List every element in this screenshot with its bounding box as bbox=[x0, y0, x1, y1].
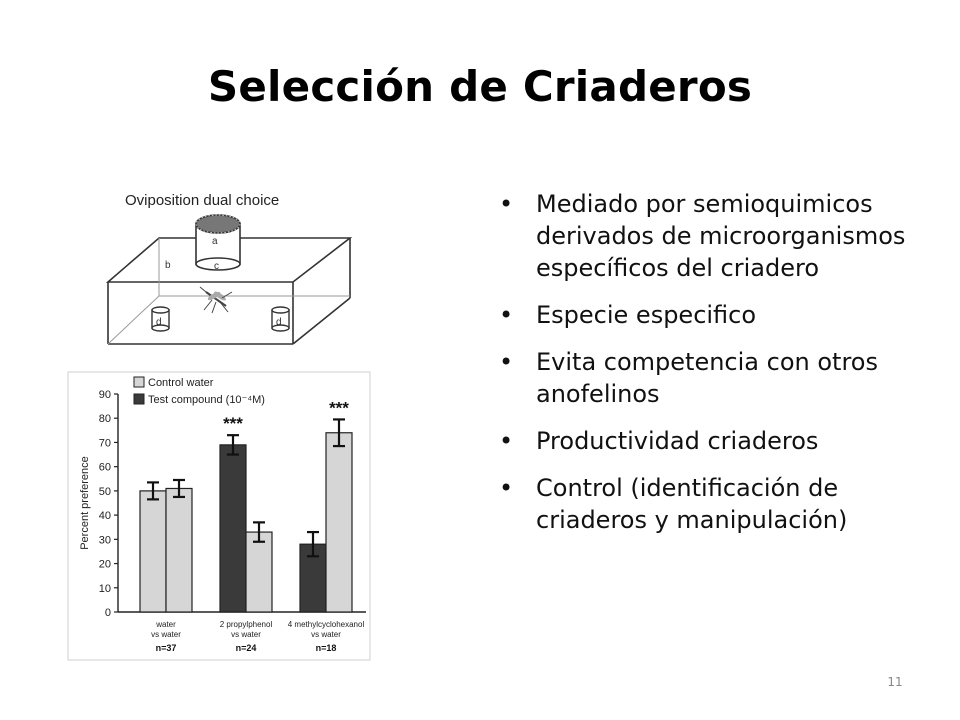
bullet-text: Mediado por semioquimicos derivados de microorganismos específicos del criadero bbox=[536, 190, 906, 282]
x-group-n: n=24 bbox=[235, 643, 257, 653]
chart-frame bbox=[68, 372, 370, 660]
bar bbox=[140, 491, 166, 612]
bar bbox=[246, 532, 272, 612]
bullet-text: Control (identificación de criaderos y manipulación) bbox=[536, 474, 848, 534]
legend-swatch bbox=[134, 377, 144, 387]
legend-label: Control water bbox=[148, 377, 214, 389]
significance-label: *** bbox=[223, 414, 243, 434]
bullet-item bbox=[496, 425, 926, 457]
bar bbox=[326, 433, 352, 612]
label-c: c bbox=[214, 261, 219, 272]
y-tick-label: 90 bbox=[98, 389, 111, 401]
y-tick-label: 10 bbox=[98, 582, 111, 595]
y-tick-label: 30 bbox=[98, 534, 111, 547]
bar bbox=[166, 488, 192, 612]
bullet-item bbox=[496, 188, 926, 284]
bullet-item bbox=[496, 299, 926, 331]
label-b: b bbox=[165, 260, 171, 271]
bullet-dot-icon: • bbox=[499, 190, 514, 218]
y-tick-label: 40 bbox=[98, 510, 111, 523]
bullet-item bbox=[496, 472, 926, 536]
x-group-label: 4 methylcyclohexanol bbox=[287, 620, 365, 629]
bullet-dot-icon: • bbox=[499, 301, 514, 329]
bullet-dot-icon: • bbox=[499, 348, 514, 376]
x-group-label: water bbox=[156, 620, 176, 629]
bar bbox=[220, 445, 246, 612]
y-tick-label: 70 bbox=[98, 437, 111, 450]
y-tick-label: 0 bbox=[104, 607, 111, 619]
y-tick-label: 80 bbox=[98, 413, 111, 426]
y-axis-label: Percent preference bbox=[79, 456, 91, 550]
x-group-label: 2 propylphenol bbox=[219, 620, 273, 629]
bullet-text: Productividad criaderos bbox=[536, 427, 819, 455]
label-d-right: d bbox=[276, 317, 282, 328]
bullet-text: Especie especifico bbox=[536, 301, 757, 329]
y-tick-label: 60 bbox=[98, 461, 111, 474]
bullet-dot-icon: • bbox=[499, 474, 514, 502]
x-group-n: n=18 bbox=[315, 643, 337, 653]
significance-label: *** bbox=[329, 398, 349, 418]
bullet-text: Evita competencia con otros anofelinos bbox=[536, 348, 878, 408]
diagram-title: Oviposition dual choice bbox=[125, 192, 280, 209]
bullet-item bbox=[496, 346, 926, 410]
label-a: a bbox=[212, 236, 218, 247]
label-d-left: d bbox=[156, 317, 162, 328]
legend-label: Test compound (10⁻⁴M) bbox=[148, 394, 265, 406]
x-group-sublabel: vs water bbox=[151, 630, 181, 639]
slide-title: Selección de Criaderos bbox=[207, 62, 753, 111]
legend-swatch bbox=[134, 394, 144, 404]
y-tick-label: 20 bbox=[98, 558, 111, 571]
x-group-sublabel: vs water bbox=[231, 630, 261, 639]
bullet-list bbox=[496, 188, 926, 551]
x-group-sublabel: vs water bbox=[311, 630, 341, 639]
y-tick-label: 50 bbox=[98, 485, 111, 498]
x-group-n: n=37 bbox=[155, 643, 177, 653]
bullet-dot-icon: • bbox=[499, 427, 514, 455]
page-number: 11 bbox=[887, 675, 903, 689]
